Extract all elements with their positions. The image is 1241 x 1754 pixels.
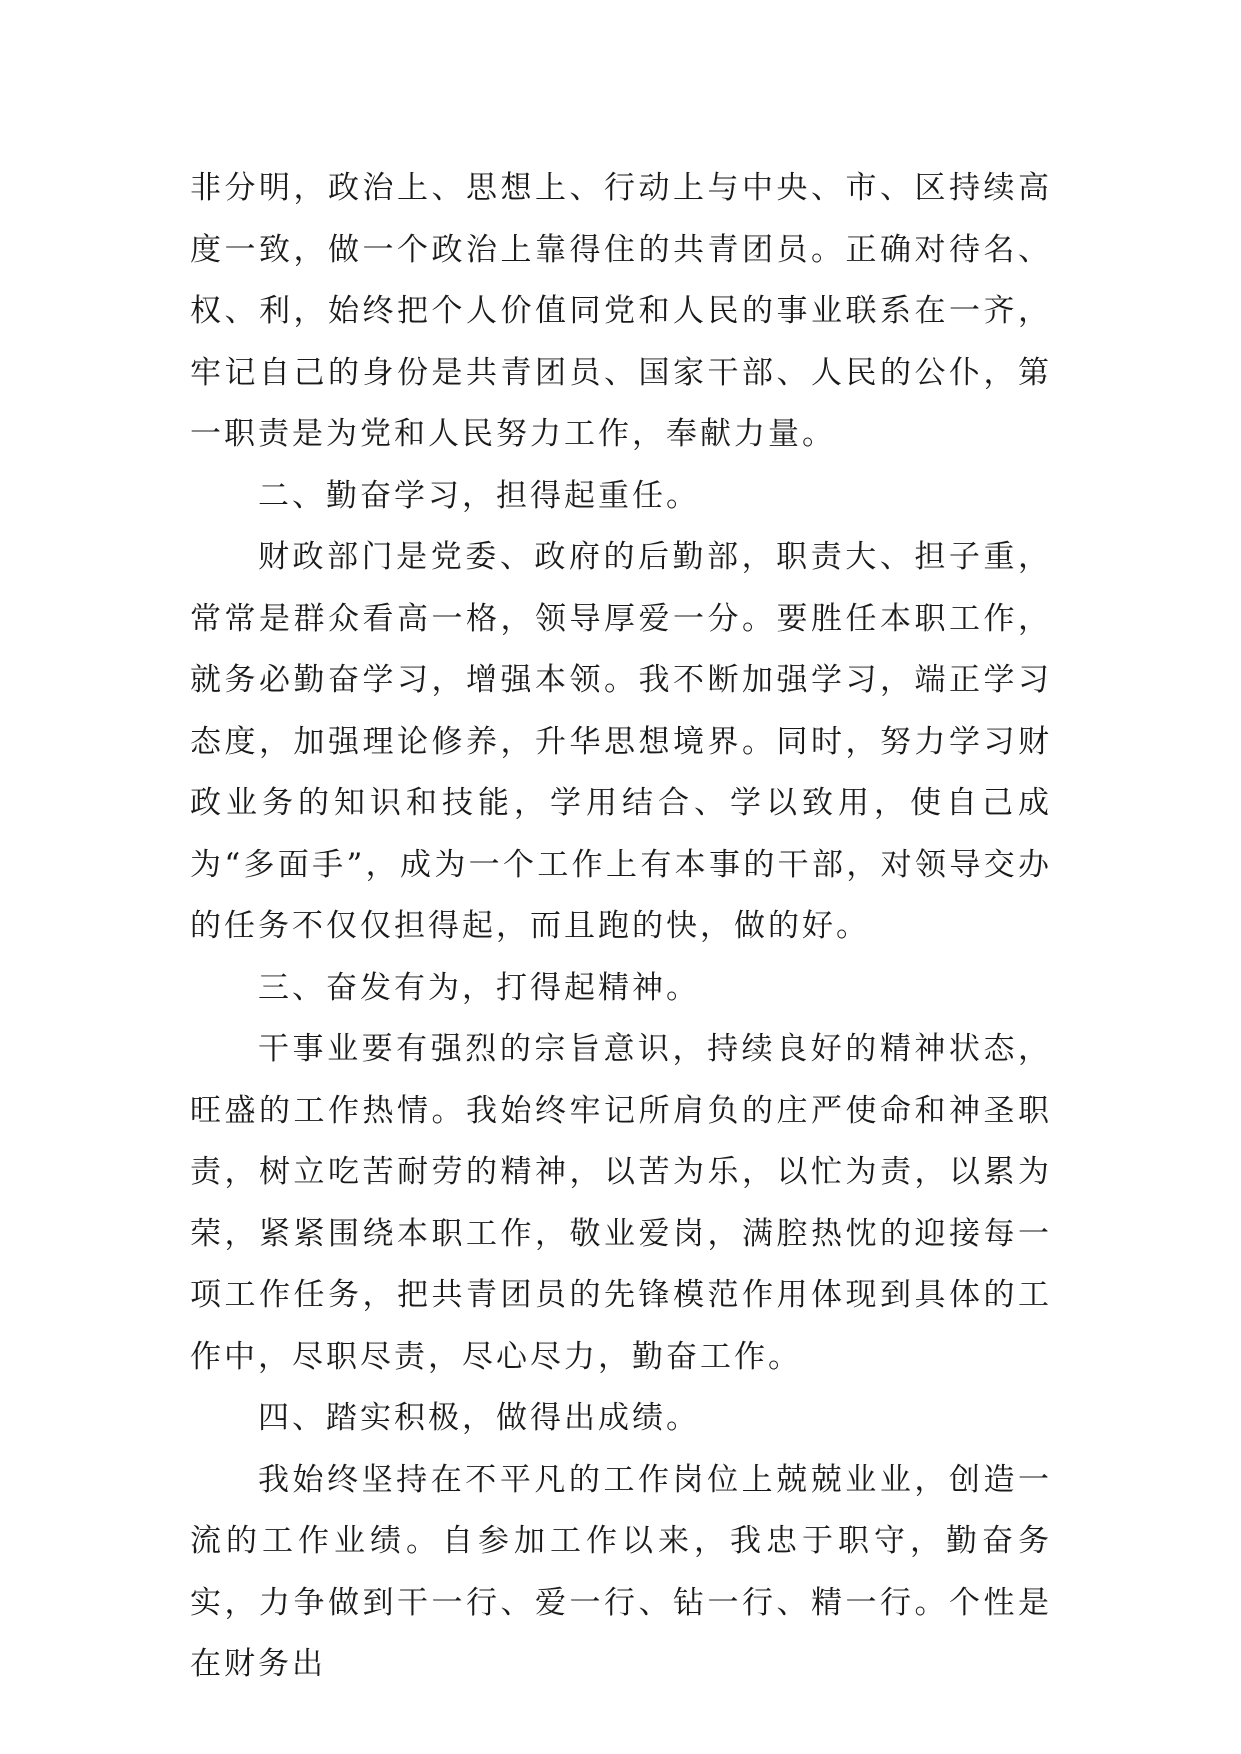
paragraph-spirit: 干事业要有强烈的宗旨意识，持续良好的精神状态，旺盛的工作热情。我始终牢记所肩负的庄严使命和神圣职责，树立吃苦耐劳的精神，以苦为乐，以忙为责，以累为荣，紧紧围绕本职工作，敬业爱岗，满腔热忱的迎接每一项工作任务，把共青团员的先锋模范作用体现到具体的工作中，尽职尽责，尽心尽力，勤奋工作。 bbox=[190, 1031, 1052, 1375]
paragraph-continued: 非分明，政治上、思想上、行动上与中央、市、区持续高度一致，做一个政治上靠得住的共青团员。正确对待名、权、利，始终把个人价值同党和人民的事业联系在一齐，牢记自己的身份是共青团员、国家干部、人民的公仆，第一职责是为党和人民努力工作，奉献力量。 bbox=[190, 170, 1052, 452]
document-body bbox=[190, 158, 1052, 1696]
section-heading-4: 四、踏实积极，做得出成绩。 bbox=[258, 1400, 700, 1436]
paragraph-achievement: 我始终坚持在不平凡的工作岗位上兢兢业业，创造一流的工作业绩。自参加工作以来，我忠于职守，勤奋务实，力争做到干一行、爱一行、钻一行、精一行。个性是在财务出 bbox=[190, 1461, 1052, 1682]
section-heading-3: 三、奋发有为，打得起精神。 bbox=[258, 969, 700, 1006]
paragraph-study: 财政部门是党委、政府的后勤部，职责大、担子重，常常是群众看高一格，领导厚爱一分。要胜任本职工作，就务必勤奋学习，增强本领。我不断加强学习，端正学习态度，加强理论修养，升华思想境界。同时，努力学习财政业务的知识和技能，学用结合、学以致用，使自己成为“多面手”，成为一个工作上有本事的干部，对领导交办的任务不仅仅担得起，而且跑的快，做的好。 bbox=[190, 539, 1052, 944]
section-heading-2: 二、勤奋学习，担得起重任。 bbox=[258, 477, 700, 514]
